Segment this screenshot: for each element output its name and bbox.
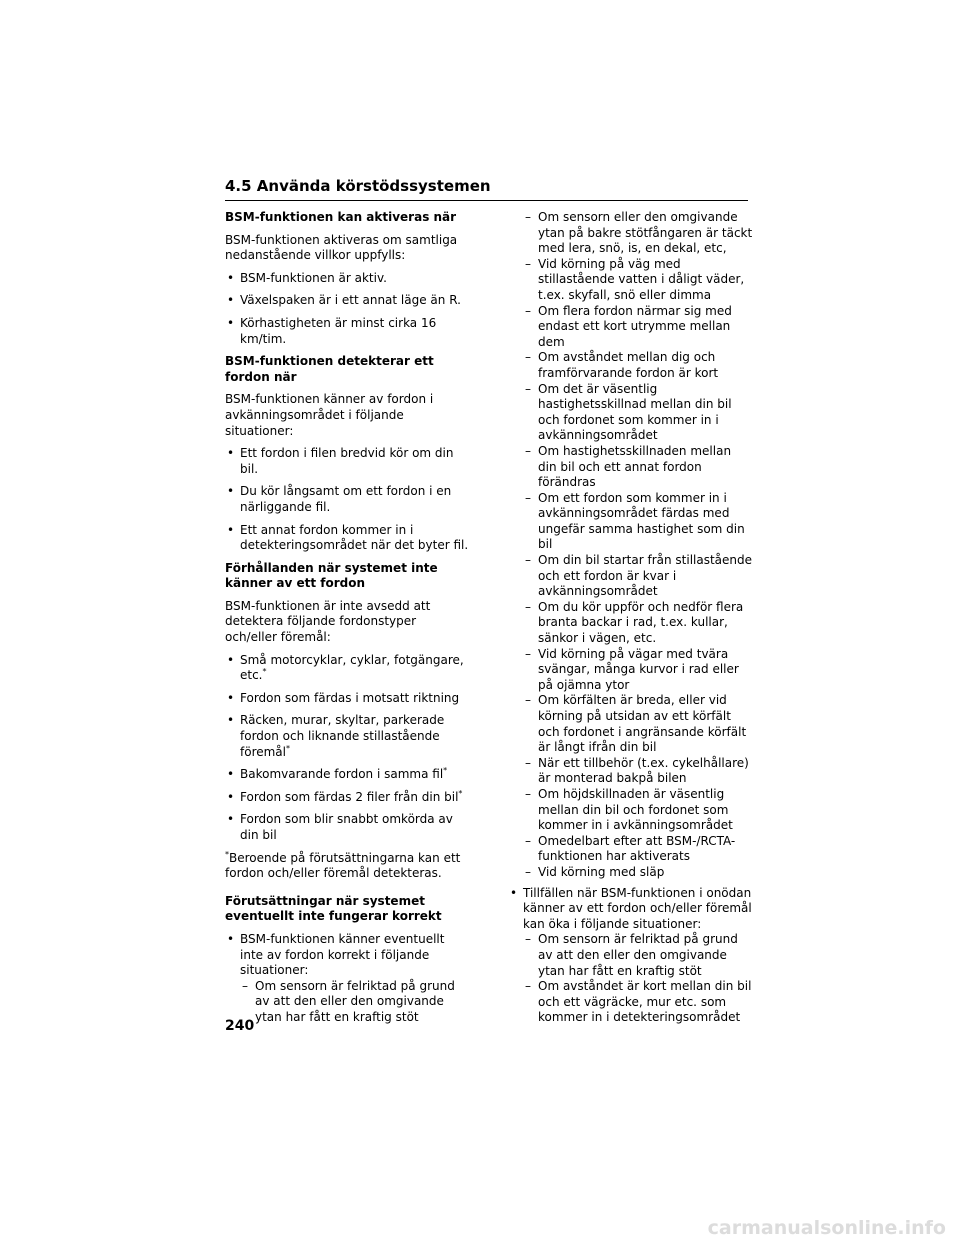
sub-list-item	[508, 787, 753, 834]
bullet-mark: •	[227, 789, 235, 804]
bullet-mark: •	[227, 293, 235, 308]
list-item-text: Räcken, murar, skyltar, parkerade fordon och liknande stillastående föremål	[240, 713, 445, 759]
footnote-mark: *	[225, 849, 229, 859]
dash-mark: –	[525, 646, 531, 661]
dash-mark: –	[525, 864, 531, 879]
dash-mark: –	[525, 210, 531, 224]
dash-mark: –	[525, 693, 531, 708]
sub-list-item	[225, 979, 470, 1026]
sub-list-item-text: Om avståndet mellan dig och framförvarande fordon är kort	[538, 350, 719, 380]
left-column	[225, 210, 470, 1026]
paragraph-not-detected: BSM-funktionen är inte avsedd att detektera följande fordonstyper och/eller föremål:	[225, 598, 431, 645]
list-item	[225, 446, 470, 477]
list-item-text: Växelspaken är i ett annat läge än R.	[240, 293, 461, 308]
sub-list-item-text: Om ett fordon som kommer in i avkänningsområdet färdas med ungefär samma hastighet som din bil	[538, 490, 745, 552]
bullet-mark: •	[227, 812, 235, 827]
sub-list-item	[508, 210, 753, 257]
list-item	[225, 932, 470, 979]
list-item	[508, 886, 753, 933]
list-item-text: BSM-funktionen är aktiv.	[240, 270, 387, 285]
list-item	[225, 293, 470, 309]
sub-list-item-text: Vid körning på vägar med tvära svängar, många kurvor i rad eller på ojämna ytor	[538, 646, 739, 692]
list-item-text: Körhastigheten är minst cirka 16 km/tim.	[240, 315, 437, 346]
heading-detection: BSM-funktionen detekterar ett fordon när	[225, 354, 434, 384]
sub-list-item-text: Om det är väsentlig hastighetsskillnad mellan din bil och fordonet som kommer in i avkänningsområdet	[538, 381, 732, 443]
sub-list-item	[508, 600, 753, 647]
sub-list-item-text: Om hastighetsskillnaden mellan din bil och ett annat fordon förändras	[538, 443, 732, 490]
sub-list-item-text: Vid körning med släp	[538, 864, 665, 879]
list-item	[225, 691, 470, 707]
sub-list-item-text: Om sensorn är felriktad på grund av att den eller den omgivande ytan har fått en kraftig stöt	[538, 932, 738, 978]
sub-list-item-text: Om sensorn är felriktad på grund av att den eller den omgivande ytan har fått en kraftig stöt	[255, 978, 455, 1024]
list-item	[225, 713, 470, 760]
bullet-mark: •	[227, 713, 235, 728]
dash-mark: –	[525, 553, 531, 568]
sub-list	[508, 210, 753, 881]
footnote-ref: *	[262, 667, 267, 677]
bullet-mark: •	[227, 446, 235, 461]
watermark: carmanualsonline.info	[707, 1217, 946, 1239]
list-item	[225, 790, 470, 806]
footnote	[225, 851, 470, 882]
sub-list-item-text: Om flera fordon närmar sig med endast ett kort utrymme mellan dem	[538, 303, 732, 349]
dash-mark: –	[525, 932, 531, 947]
bullet-mark: •	[227, 690, 235, 705]
header-divider	[225, 200, 748, 201]
list-item-text: Du kör långsamt om ett fordon i en närliggande fil.	[240, 484, 452, 514]
sub-list-item-text: Om du kör uppför och nedför flera branta backar i rad, t.ex. kullar, sänkor i vägen, etc.	[538, 599, 744, 646]
sub-list-item-text: Om sensorn eller den omgivande ytan på bakre stötfångaren är täckt med lera, snö, is, en dekal, etc,	[538, 210, 753, 256]
list-item	[225, 271, 470, 287]
bullet-mark: •	[227, 270, 235, 285]
list-item	[225, 316, 470, 347]
sub-list-item	[508, 756, 753, 787]
list-item-text: Fordon som färdas 2 filer från din bil	[240, 789, 459, 804]
list-item	[225, 767, 470, 783]
footnote-ref: *	[443, 766, 448, 776]
list-item-text: BSM-funktionen känner eventuellt inte av fordon korrekt i följande situationer:	[240, 931, 445, 978]
bullet-mark: •	[227, 522, 235, 537]
list-item-text: Fordon som färdas i motsatt riktning	[240, 690, 460, 705]
paragraph-activation: BSM-funktionen aktiveras om samtliga nedanstående villkor uppfylls:	[225, 232, 458, 263]
list-item	[225, 653, 470, 684]
bullet-mark: •	[227, 652, 235, 667]
dash-mark: –	[525, 755, 531, 770]
page-number: 240	[225, 1018, 255, 1034]
sub-list-item-text: Om körfälten är breda, eller vid körning på utsidan av ett körfält och fordonet i angränsande körfält är långt ifrån din bil	[538, 693, 747, 755]
sub-list-item	[508, 693, 753, 755]
sub-list-item-text: Vid körning på väg med stillastående vatten i dåligt väder, t.ex. skyfall, snö eller dimma	[538, 256, 745, 302]
footnote-ref: *	[458, 788, 463, 798]
sub-list-item	[508, 865, 753, 881]
bullet-mark: •	[227, 767, 235, 782]
paragraph-detection: BSM-funktionen känner av fordon i avkänningsområdet i följande situationer:	[225, 392, 434, 438]
dash-mark: –	[525, 443, 531, 458]
list-item-text: Ett annat fordon kommer in i detekteringsområdet när det byter fil.	[240, 522, 469, 553]
list-item	[225, 523, 470, 554]
sub-list-item-text: Om höjdskillnaden är väsentlig mellan din bil och fordonet som kommer in i avkänningsområdet	[538, 786, 733, 833]
sub-list-item-text: Omedelbart efter att BSM-/RCTA-funktionen har aktiverats	[538, 833, 736, 864]
sub-list-item	[508, 553, 753, 600]
list-item	[225, 812, 470, 843]
heading-activation: BSM-funktionen kan aktiveras när	[225, 210, 457, 224]
footnote-ref: *	[286, 743, 290, 753]
right-column	[508, 210, 753, 1026]
heading-conditions: Förutsättningar när systemet eventuellt inte fungerar korrekt	[225, 893, 442, 924]
sub-list-item	[508, 491, 753, 553]
heading-not-detected: Förhållanden när systemet inte känner av ett fordon	[225, 560, 438, 591]
dash-mark: –	[525, 786, 531, 801]
dash-mark: –	[525, 599, 531, 614]
sub-list-item	[508, 444, 753, 491]
dash-mark: –	[525, 381, 531, 396]
dash-mark: –	[525, 256, 531, 271]
bullet-mark: •	[227, 315, 235, 330]
dash-mark: –	[242, 978, 248, 993]
section-title: 4.5 Använda körstödssystemen	[225, 177, 491, 195]
sub-list-item	[508, 257, 753, 304]
bullet-mark: •	[510, 885, 518, 900]
bullet-mark: •	[227, 484, 235, 499]
sub-list-item-text: Om avståndet är kort mellan din bil och ett vägräcke, mur etc. som kommer in i detekteringsområdet	[538, 979, 752, 1025]
footnote-text: Beroende på förutsättningarna kan ett fordon och/eller föremål detekteras.	[225, 850, 461, 881]
list-item-text: Tillfällen när BSM-funktionen i onödan känner av ett fordon och/eller föremål kan öka i följande situationer:	[523, 885, 752, 931]
list-item-text: Bakomvarande fordon i samma fil	[240, 767, 444, 782]
dash-mark: –	[525, 350, 531, 365]
list-item-text: Ett fordon i filen bredvid kör om din bil.	[240, 446, 454, 476]
sub-list-item	[508, 304, 753, 351]
dash-mark: –	[525, 979, 531, 994]
sub-list-item	[508, 382, 753, 444]
sub-list-item	[508, 647, 753, 694]
list-item-text: Fordon som blir snabbt omkörda av din bil	[240, 812, 453, 842]
sub-list-item	[508, 932, 753, 979]
list-item	[225, 484, 470, 515]
bullet-mark: •	[227, 931, 235, 946]
dash-mark: –	[525, 303, 531, 318]
dash-mark: –	[525, 490, 531, 505]
sub-list-item-text: Om din bil startar från stillastående och ett fordon är kvar i avkänningsområdet	[538, 553, 753, 599]
sub-list-item	[508, 979, 753, 1026]
sub-list-item	[508, 834, 753, 865]
sub-list-item-text: När ett tillbehör (t.ex. cykelhållare) är monterad bakpå bilen	[538, 755, 749, 786]
sub-list-item	[508, 350, 753, 381]
dash-mark: –	[525, 833, 531, 848]
list-item-text: Små motorcyklar, cyklar, fotgängare, etc.	[240, 652, 464, 683]
